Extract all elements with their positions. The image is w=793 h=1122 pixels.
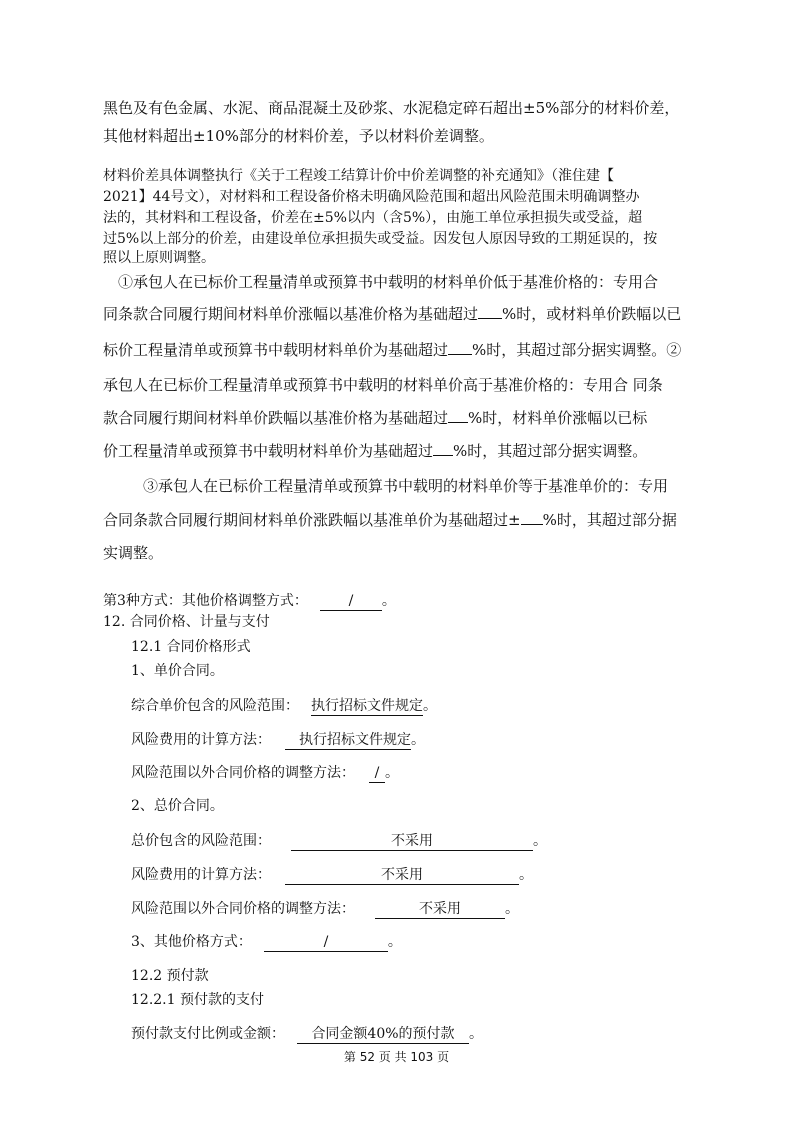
- body-text-line: 款合同履行期间材料单价跌幅以基准价格为基础超过 %时，材料单价涨幅以已标: [103, 409, 648, 427]
- total-risk-fee-line: 风险费用的计算方法： 不采用 。: [131, 867, 533, 883]
- total-adjust-field[interactable]: 不采用: [375, 900, 505, 919]
- body-text-line: 法的，其材料和工程设备，价差在±5%以内（含5%），由施工单位承担损失或受益，超: [103, 210, 643, 226]
- total-risk-fee-field[interactable]: 不采用: [285, 866, 519, 885]
- blank-percent-field[interactable]: [521, 524, 543, 525]
- unit-risk-fee-line: 风险费用的计算方法： 执行招标文件规定。: [131, 732, 425, 748]
- unit-risk-fee-field[interactable]: 执行招标文件规定: [285, 731, 411, 750]
- body-text-line: 过5%以上部分的价差，由建设单位承担损失或受益。因发包人原因导致的工期延误的，按: [103, 231, 658, 247]
- total-risk-scope-field[interactable]: 不采用: [291, 832, 533, 851]
- unit-risk-scope-line: 综合单价包含的风险范围： 执行招标文件规定。: [131, 698, 437, 714]
- body-text-line: 黑色及有色金属、水泥、商品混凝土及砂浆、水泥稳定碎石超出±5%部分的材料价差，: [103, 99, 680, 117]
- body-text-line: ①承包人在已标价工程量清单或预算书中载明的材料单价低于基准价格的：专用合: [118, 273, 659, 291]
- unit-adjust-line: 风险范围以外合同价格的调整方法： / 。: [131, 765, 399, 781]
- body-text-line: 实调整。: [103, 544, 164, 562]
- advance-payment-line: 预付款支付比例或金额： 合同金额40%的预付款 。: [131, 1026, 483, 1042]
- total-risk-scope-line: 总价包含的风险范围： 不采用 。: [131, 833, 547, 849]
- method3-value-field[interactable]: /: [320, 592, 382, 611]
- subsection-heading: 12.2.1 预付款的支付: [131, 992, 264, 1008]
- blank-percent-field[interactable]: [433, 455, 453, 456]
- body-text-line: 同条款合同履行期间材料单价涨幅以基准价格为基础超过 %时，或材料单价跌幅以已: [103, 305, 682, 323]
- body-text-line: 价工程量清单或预算书中载明材料单价为基础超过 %时，其超过部分据实调整。: [103, 442, 648, 460]
- blank-percent-field[interactable]: [478, 318, 502, 319]
- body-text-line: 合同条款合同履行期间材料单价涨跌幅以基准单价为基础超过± %时，其超过部分据: [103, 511, 677, 529]
- body-text-line: 其他材料超出±10%部分的材料价差，予以材料价差调整。: [103, 127, 494, 145]
- other-price-line: 3、其他价格方式： / 。: [131, 934, 402, 950]
- subsection-heading: 12.1 合同价格形式: [131, 639, 251, 655]
- blank-percent-field[interactable]: [448, 354, 472, 355]
- total-adjust-line: 风险范围以外合同价格的调整方法： 不采用 。: [131, 901, 519, 917]
- body-text-line: 标价工程量清单或预算书中载明材料单价为基础超过 %时，其超过部分据实调整。②: [103, 341, 682, 359]
- body-text-line: 2021】44号文），对材料和工程设备价格未明确风险范围和超出风险范围未明确调整办: [103, 189, 640, 205]
- body-text-line: ③承包人在已标价工程量清单或预算书中载明的材料单价等于基准单价的：专用: [143, 477, 669, 495]
- body-text-line: 照以上原则调整。: [103, 250, 215, 266]
- other-price-field[interactable]: /: [264, 933, 388, 952]
- body-text-line: 承包人在已标价工程量清单或预算书中载明的材料单价高于基准价格的：专用合 同条: [103, 376, 663, 394]
- section-heading: 12. 合同价格、计量与支付: [103, 614, 270, 630]
- body-text-line: 材料价差具体调整执行《关于工程竣工结算计价中价差调整的补充通知》（淮住建【: [103, 168, 614, 184]
- unit-adjust-field[interactable]: /: [369, 764, 385, 783]
- subsection-heading: 12.2 预付款: [131, 968, 209, 984]
- unit-risk-scope-field[interactable]: 执行招标文件规定: [311, 698, 423, 714]
- contract-type-title: 2、总价合同。: [131, 798, 224, 814]
- page-number: 第 52 页 共 103 页: [343, 1050, 450, 1064]
- advance-payment-field[interactable]: 合同金额40%的预付款: [297, 1025, 469, 1044]
- method3-line: 第3种方式：其他价格调整方式： / 。: [103, 593, 396, 609]
- contract-type-title: 1、单价合同。: [131, 663, 224, 679]
- blank-percent-field[interactable]: [448, 422, 468, 423]
